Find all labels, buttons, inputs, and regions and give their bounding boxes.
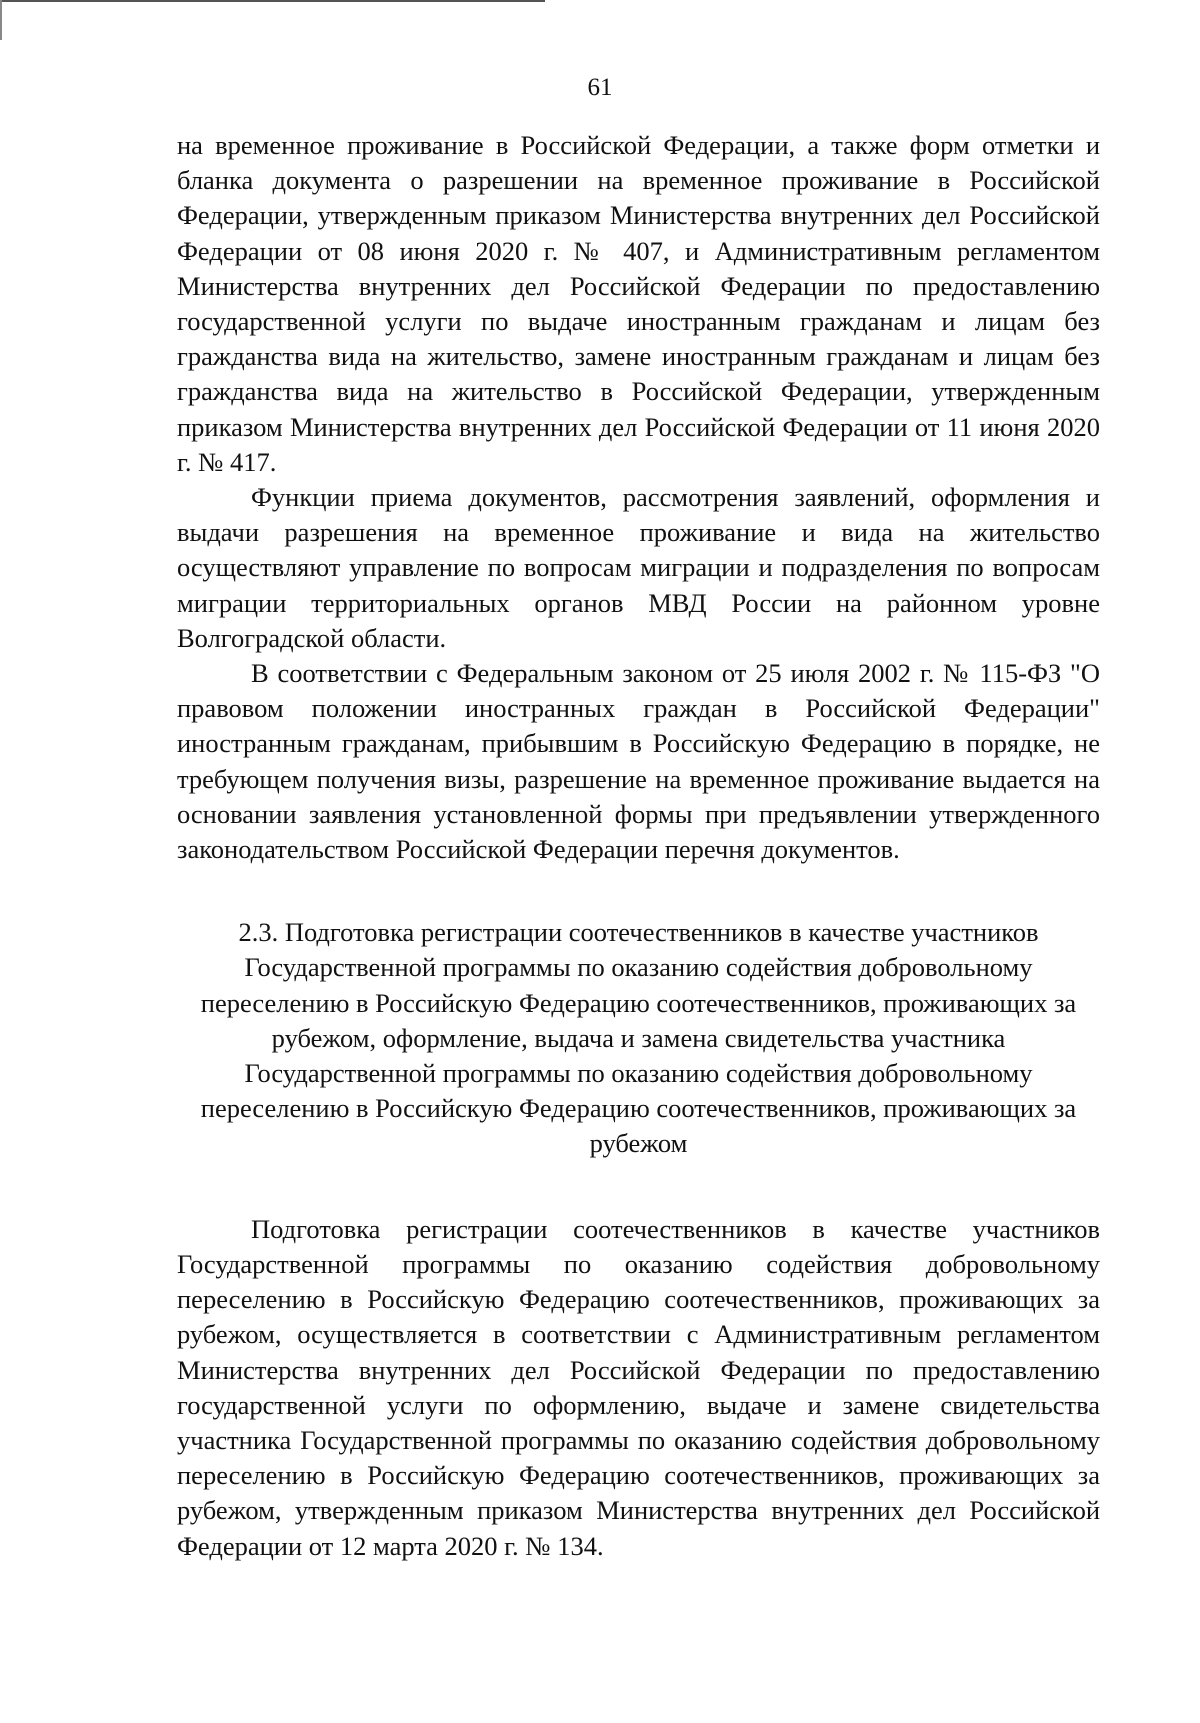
scan-left-edge: [0, 0, 2, 40]
paragraph-continuation: на временное проживание в Российской Федерации, а также форм отметки и бланка документа о разрешении на временное проживание в Российской Федерации, утвержденным приказом Министерства внутренних дел Российской Федерации от 08 июня 2020 г. № 407, и Административным регламентом Министерства внутренних дел Российской Федерации по предоставлению государственной услуги по выдаче иностранным гражданам и лицам без гражданства вида на жительство, замене иностранным гражданам и лицам без гражданства вида на жительство в Российской Федерации, утвержденным приказом Министерства внутренних дел Российской Федерации от 11 июня 2020 г. № 417.: [177, 130, 1100, 477]
paragraph-federal-law: В соответствии с Федеральным законом от 25 июля 2002 г. № 115-ФЗ "О правовом положении иностранных граждан в Российской Федерации" иностранным гражданам, прибывшим в Российскую Федерацию в порядке, не требующем получения визы, разрешение на временное проживание выдается на основании заявления установленной формы при предъявлении утвержденного законодательством Российской Федерации перечня документов.: [177, 658, 1100, 865]
paragraph-registration: Подготовка регистрации соотечественников в качестве участников Государственной программы по оказанию содействия добровольному переселению в Российскую Федерацию соотечественников, проживающих за рубежом, осуществляется в соответствии с Административным регламентом Министерства внутренних дел Российской Федерации по предоставлению государственной услуги по оформлению, выдаче и замене свидетельства участника Государственной программы по оказанию содействия добровольному переселению в Российскую Федерацию соотечественников, проживающих за рубежом, утвержденным приказом Министерства внутренних дел Российской Федерации от 12 марта 2020 г. № 134.: [177, 1213, 1100, 1561]
paragraph-functions: Функции приема документов, рассмотрения заявлений, оформления и выдачи разрешения на временное проживание и вида на жительство осуществляют управление по вопросам миграции и подразделения по вопросам миграции территориальных органов МВД России на районном уровне Волгоградской области.: [177, 482, 1100, 653]
document-body: [177, 128, 1100, 1564]
scan-top-rule: [0, 0, 545, 2]
section-heading: 2.3. Подготовка регистрации соотечественников в качестве участников Государственной программы по оказанию содействия добровольному переселению в Российскую Федерацию соотечественников, проживающих за рубежом, оформление, выдача и замена свидетельства участника Государственной программы по оказанию содействия добровольному переселению в Российскую Федерацию соотечественников, проживающих за рубежом: [200, 917, 1077, 1159]
page-number: 61: [587, 74, 613, 101]
